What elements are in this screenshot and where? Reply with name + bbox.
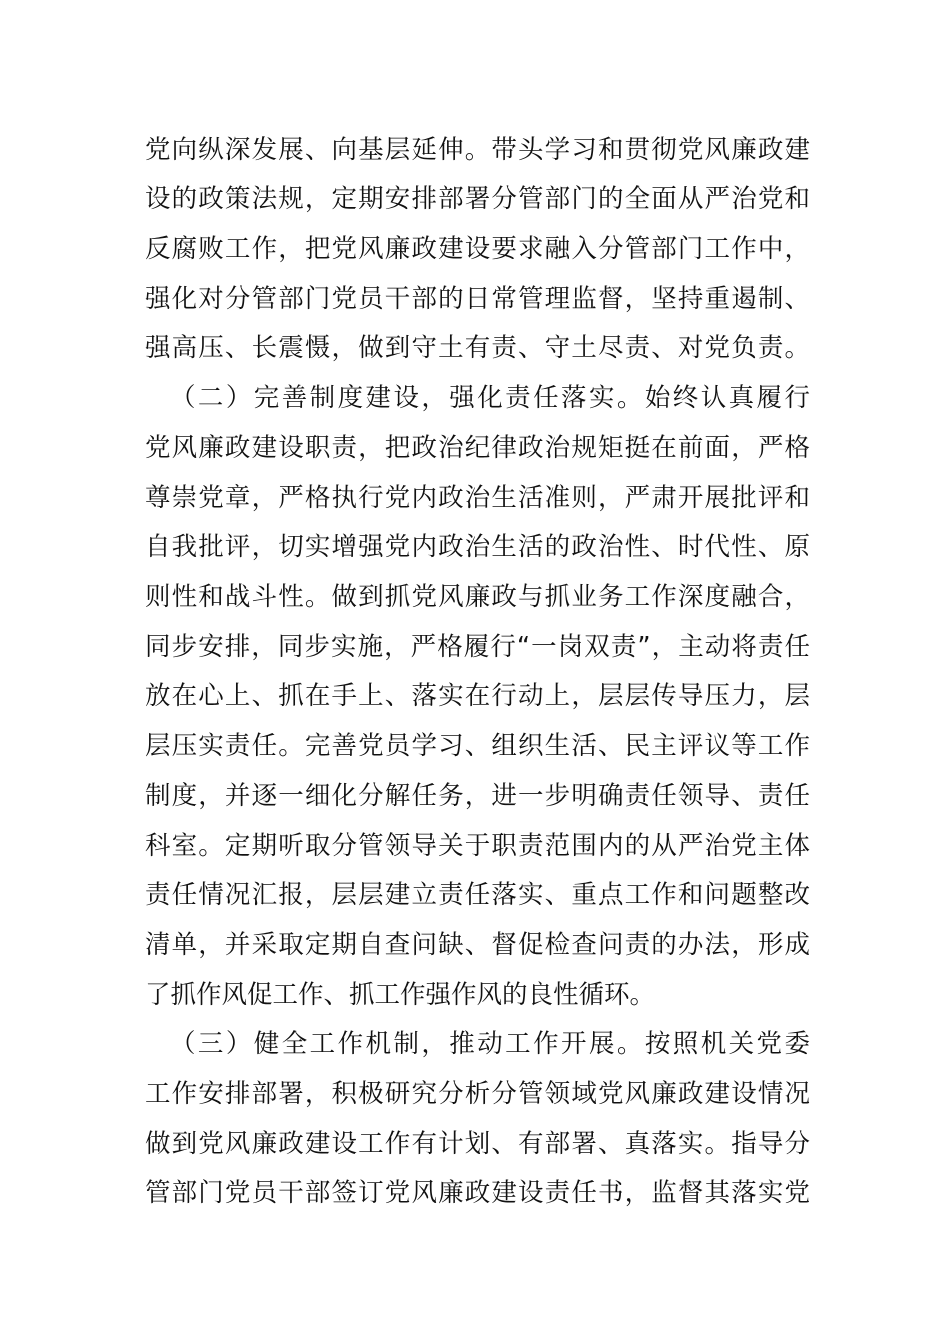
text-line: 党向纵深发展、向基层延伸。带头学习和贯彻党风廉政建 <box>145 135 810 165</box>
section-heading-two: （二）完善制度建设，强化责任落实。始终认真履行 <box>170 383 810 413</box>
text-line: 层压实责任。完善党员学习、组织生活、民主评议等工作 <box>145 731 810 761</box>
text-line: 管部门党员干部签订党风廉政建设责任书，监督其落实党 <box>145 1178 810 1208</box>
text-line: 党风廉政建设职责，把政治纪律政治规矩挺在前面，严格 <box>145 433 810 463</box>
text-line: 清单，并采取定期自查问缺、督促检查问责的办法，形成 <box>145 930 810 960</box>
text-line: 做到党风廉政建设工作有计划、有部署、真落实。指导分 <box>145 1129 810 1159</box>
section-heading-three: （三）健全工作机制，推动工作开展。按照机关党委 <box>170 1029 810 1059</box>
text-line: 反腐败工作，把党风廉政建设要求融入分管部门工作中， <box>145 234 810 264</box>
text-line: 工作安排部署，积极研究分析分管领域党风廉政建设情况 <box>145 1079 810 1109</box>
text-line: 强高压、长震慑，做到守土有责、守土尽责、对党负责。 <box>145 333 810 363</box>
text-line: 自我批评，切实增强党内政治生活的政治性、时代性、原 <box>145 532 810 562</box>
text-line: 制度，并逐一细化分解任务，进一步明确责任领导、责任 <box>145 781 810 811</box>
text-line: 责任情况汇报，层层建立责任落实、重点工作和问题整改 <box>145 880 810 910</box>
text-line: 同步安排，同步实施，严格履行“一岗双责”，主动将责任 <box>145 632 810 662</box>
text-line: 科室。定期听取分管领导关于职责范围内的从严治党主体 <box>145 831 810 861</box>
text-line: 强化对分管部门党员干部的日常管理监督，坚持重遏制、 <box>145 284 810 314</box>
text-line: 则性和战斗性。做到抓党风廉政与抓业务工作深度融合， <box>145 582 810 612</box>
text-line: 设的政策法规，定期安排部署分管部门的全面从严治党和 <box>145 184 810 214</box>
text-line: 尊崇党章，严格执行党内政治生活准则，严肃开展批评和 <box>145 483 810 513</box>
text-line: 了抓作风促工作、抓工作强作风的良性循环。 <box>145 980 656 1010</box>
text-line: 放在心上、抓在手上、落实在行动上，层层传导压力，层 <box>145 681 810 711</box>
